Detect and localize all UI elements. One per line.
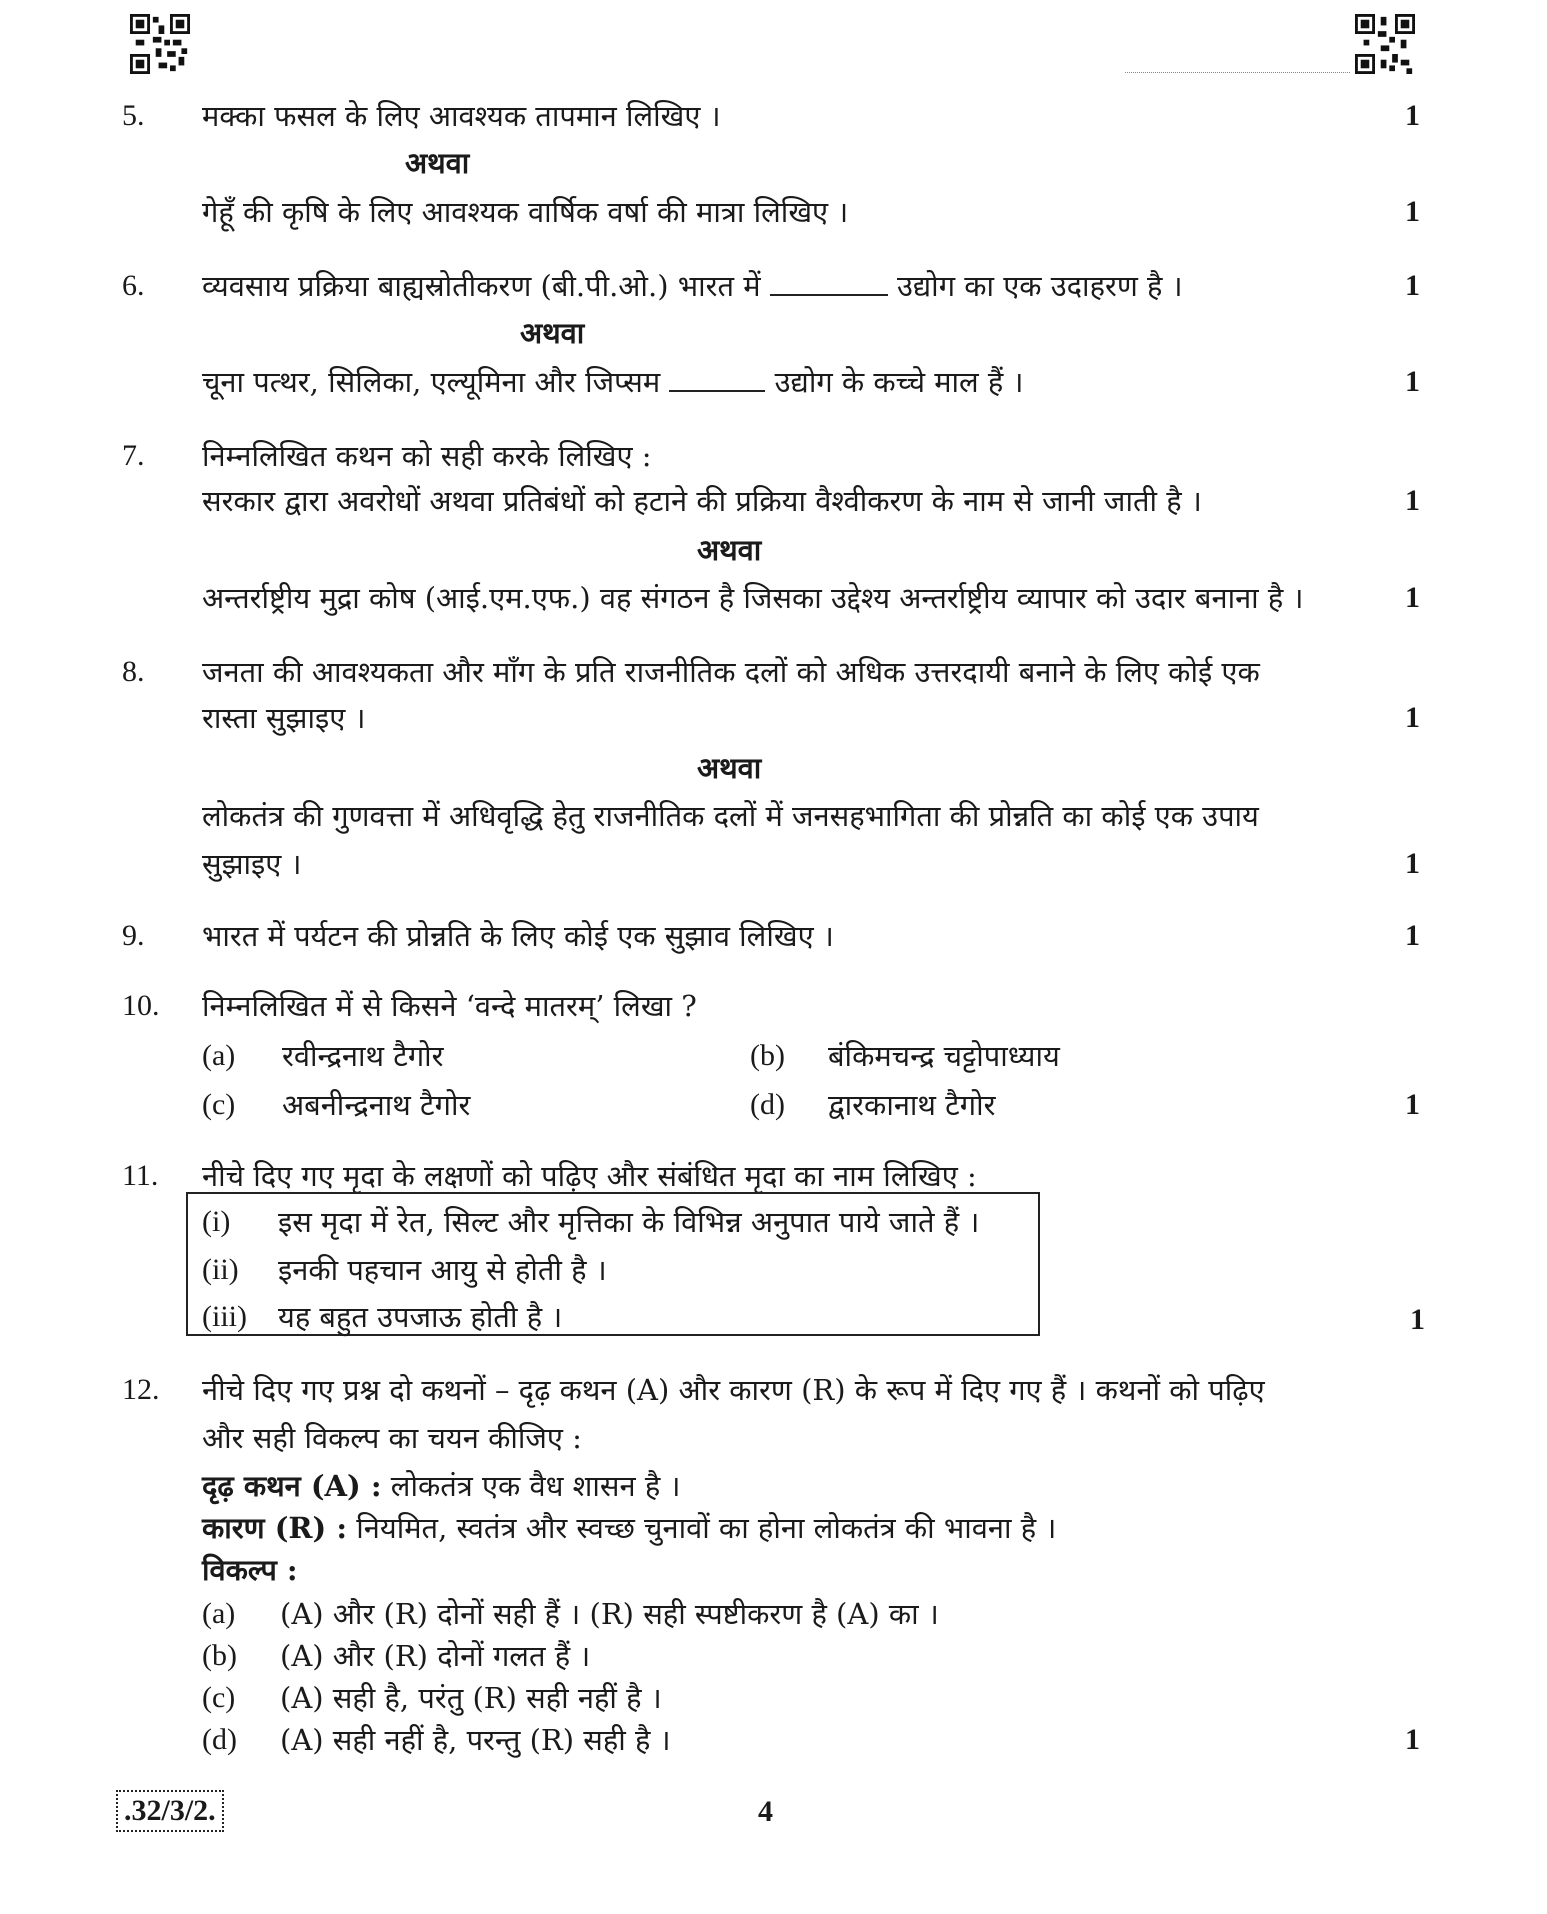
question-number: 7. [122,439,145,472]
option-label: (a) [202,1039,236,1072]
option-text: (A) सही है, परंतु (R) सही नहीं है । [280,1681,662,1715]
option-label: (c) [202,1088,236,1121]
assertion-text: लोकतंत्र एक वैध शासन है । [390,1469,681,1503]
assertion-label: दृढ़ कथन (A) : [202,1469,382,1503]
option-text: (A) और (R) दोनों सही हैं । (R) सही स्पष्टीकरण है (A) का । [280,1597,939,1631]
question-text: मक्का फसल के लिए आवश्यक तापमान लिखिए । [202,99,721,133]
question-text: भारत में पर्यटन की प्रोन्नति के लिए कोई एक सुझाव लिखिए । [202,919,834,953]
question-number: 6. [122,269,145,302]
question-text: रास्ता सुझाइए । [202,701,366,735]
option-label: (b) [750,1039,785,1072]
or-label: अथवा [697,751,762,785]
option-text: द्वारकानाथ टैगोर [828,1088,996,1122]
question-mark: 1 [1405,269,1420,302]
alternative-mark: 1 [1405,847,1420,880]
or-label: अथवा [697,533,762,567]
question-mark: 1 [1410,1303,1425,1336]
question-text: नीचे दिए गए मृदा के लक्षणों को पढ़िए और संबंधित मृदा का नाम लिखिए : [202,1159,977,1193]
option-label: (d) [202,1723,237,1756]
reason-label: कारण (R) : [202,1511,348,1545]
paper-code: .32/3/2. [116,1790,224,1832]
question-mark: 1 [1405,919,1420,952]
question-text: नीचे दिए गए प्रश्न दो कथनों – दृढ़ कथन (A) और कारण (R) के रूप में दिए गए हैं । कथनों को पढ़िए [202,1373,1265,1407]
option-label: (d) [750,1088,785,1121]
question-text-part: उद्योग का एक उदाहरण है । [897,269,1183,303]
item-label: (iii) [202,1300,247,1333]
option-text: अबनीन्द्रनाथ टैगोर [282,1088,471,1122]
question-text: और सही विकल्प का चयन कीजिए : [202,1421,582,1455]
alternative-text-line [202,362,1024,402]
option-text: (A) और (R) दोनों गलत हैं । [280,1639,591,1673]
alternative-mark: 1 [1405,581,1420,614]
or-label: अथवा [405,146,470,180]
option-label: (b) [202,1639,237,1672]
alternative-text: गेहूँ की कृषि के लिए आवश्यक वार्षिक वर्षा की मात्रा लिखिए । [202,195,849,229]
alternative-text: अन्तर्राष्ट्रीय मुद्रा कोष (आई.एम.एफ.) वह संगठन है जिसका उद्देश्य अन्तर्राष्ट्रीय व्यापार को उदार बनाना है । [202,581,1304,615]
question-text-line [202,266,1183,306]
option-label: (c) [202,1681,236,1714]
alternative-text: लोकतंत्र की गुणवत्ता में अधिवृद्धि हेतु राजनीतिक दलों में जनसहभागिता की प्रोन्नति का कोई एक उपाय [202,799,1259,833]
question-mark: 1 [1405,99,1420,132]
question-mark: 1 [1405,484,1420,517]
question-mark: 1 [1405,701,1420,734]
assertion-line [202,1466,680,1506]
option-text: रवीन्द्रनाथ टैगोर [282,1039,444,1073]
question-number: 12. [122,1373,160,1406]
question-text-part: व्यवसाय प्रक्रिया बाह्यस्रोतीकरण (बी.पी.ओ.) भारत में [202,269,761,303]
question-number: 9. [122,919,145,952]
question-number: 5. [122,99,145,132]
question-text: निम्नलिखित में से किसने ‘वन्दे मातरम्’ लिखा ? [202,989,697,1023]
question-number: 11. [122,1159,159,1192]
question-text: निम्नलिखित कथन को सही करके लिखिए : [202,439,652,473]
alternative-text-part: चूना पत्थर, सिलिका, एल्यूमिना और जिप्सम [202,365,661,399]
qr-code-left [130,14,190,74]
item-label: (i) [202,1205,231,1238]
alternative-mark: 1 [1405,365,1420,398]
question-text: सरकार द्वारा अवरोधों अथवा प्रतिबंधों को हटाने की प्रक्रिया वैश्वीकरण के नाम से जानी जाती है । [202,484,1202,518]
header-dotted-line [1125,72,1350,73]
qr-code-right [1355,14,1415,74]
alternative-text-part: उद्योग के कच्चे माल हैं । [774,365,1024,399]
item-text: इनकी पहचान आयु से होती है । [278,1253,607,1287]
item-text: यह बहुत उपजाऊ होती है । [278,1300,563,1334]
question-number: 8. [122,655,145,688]
alternative-mark: 1 [1405,195,1420,228]
item-label: (ii) [202,1253,239,1286]
fill-in-blank [669,390,765,392]
reason-text: नियमित, स्वतंत्र और स्वच्छ चुनावों का होना लोकतंत्र की भावना है । [356,1511,1057,1545]
question-number: 10. [122,989,160,1022]
question-mark: 1 [1405,1088,1420,1121]
option-text: बंकिमचन्द्र चट्टोपाध्याय [828,1039,1060,1073]
question-mark: 1 [1405,1723,1420,1756]
question-text: जनता की आवश्यकता और माँग के प्रति राजनीतिक दलों को अधिक उत्तरदायी बनाने के लिए कोई एक [202,655,1260,689]
reason-line [202,1508,1056,1548]
option-label: (a) [202,1597,236,1630]
fill-in-blank [770,294,888,296]
options-heading: विकल्प : [202,1553,298,1587]
page-number: 4 [758,1795,773,1828]
alternative-text: सुझाइए । [202,847,302,881]
or-label: अथवा [520,316,585,350]
option-text: (A) सही नहीं है, परन्तु (R) सही है । [280,1723,671,1757]
item-text: इस मृदा में रेत, सिल्ट और मृत्तिका के विभिन्न अनुपात पाये जाते हैं । [278,1205,980,1239]
